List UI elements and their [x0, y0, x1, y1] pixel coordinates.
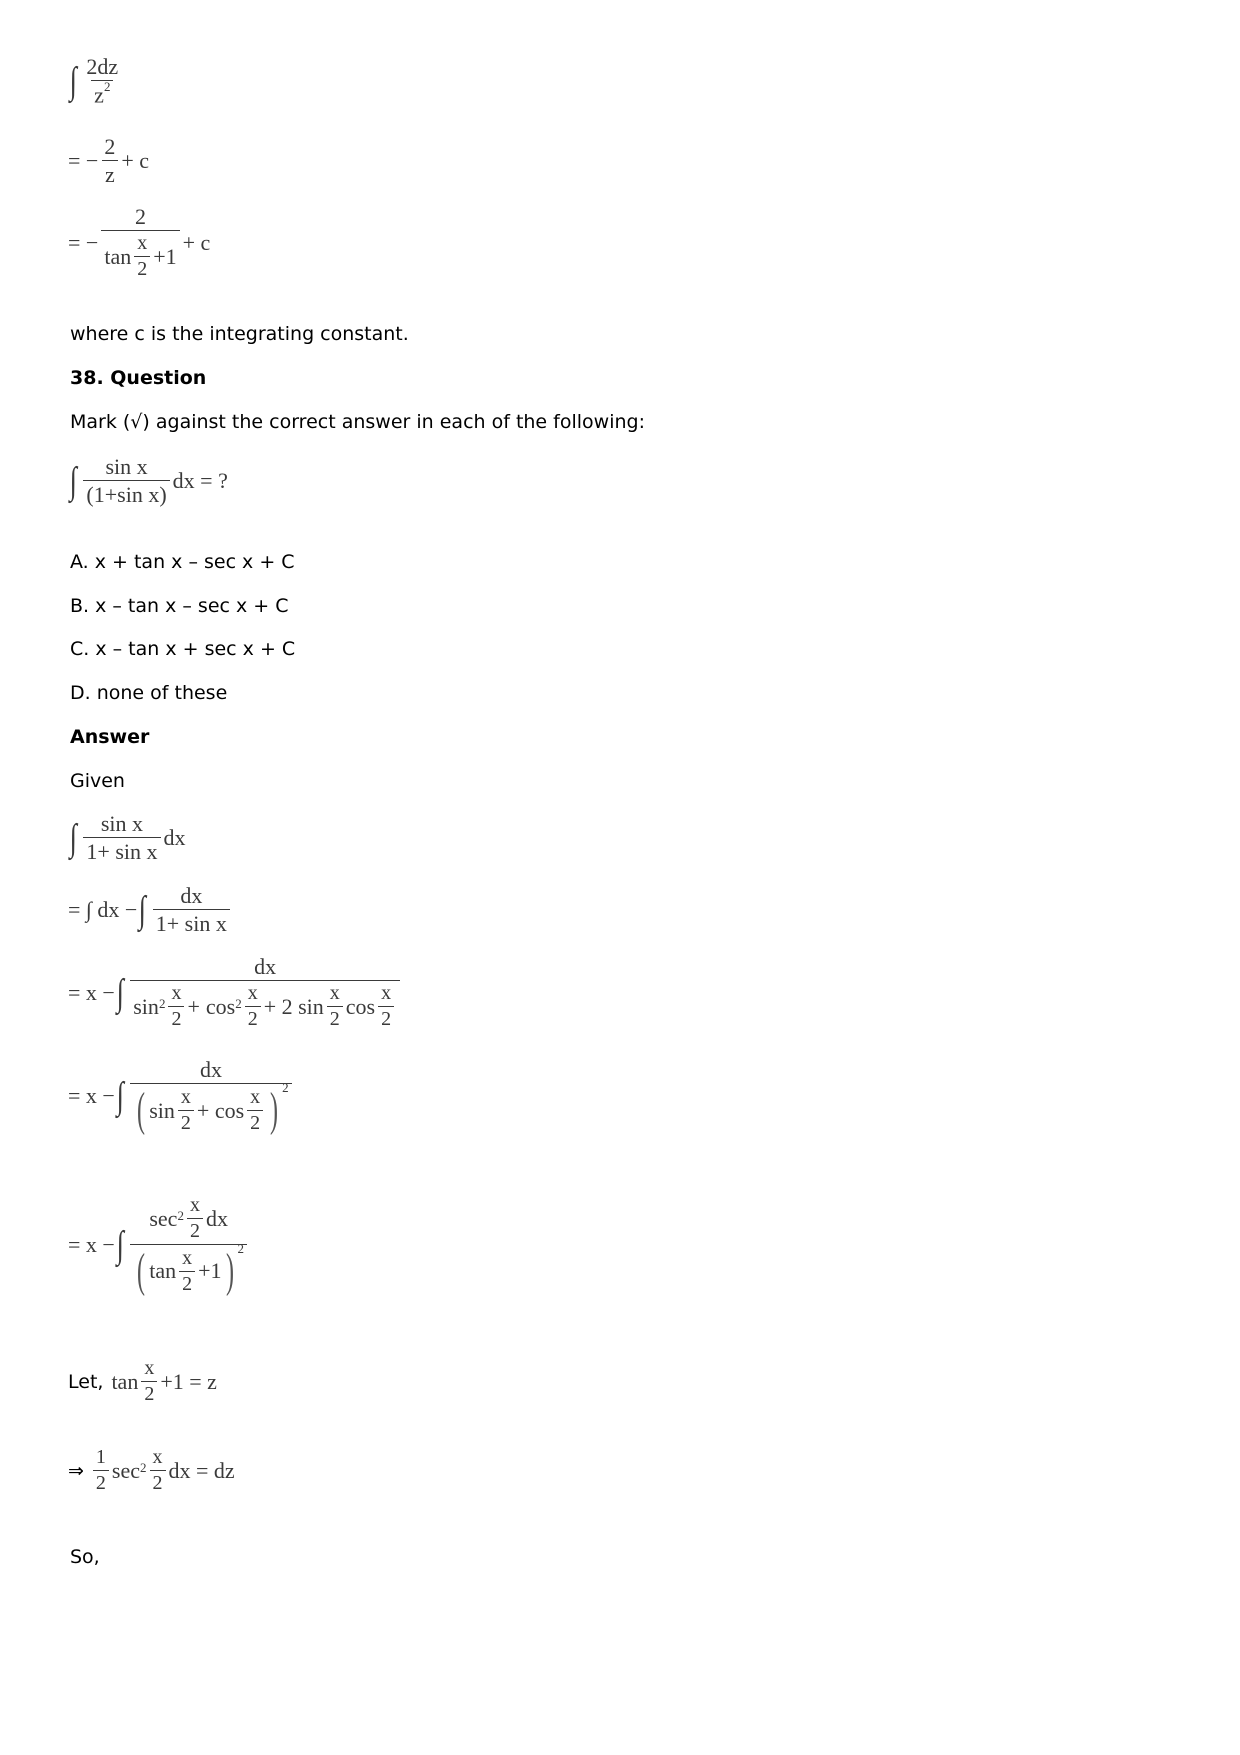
instruction-text: Mark (√) against the correct answer in each of the following:: [70, 411, 645, 433]
fraction: dx sin 2 $\frac{x}{2}$ + cos 2 $\frac{x}{2}$ + 2 sin $\frac{x}{2}$ cos $\frac{x}{2}$: [130, 955, 400, 1030]
substitution-differential: ⇒ $\frac{1}{2}$ sec 2 $\frac{x}{2}$ dx = dz: [68, 1446, 235, 1494]
fraction: $\frac{dx}{\text{1+ sin x}}$: [153, 884, 230, 935]
constant-note: where c is the integrating constant.: [70, 323, 409, 345]
option-c[interactable]: C. x – tan x + sec x + C: [70, 638, 296, 660]
integral-sign: ∫: [116, 1075, 124, 1118]
integral-sign: ∫: [138, 888, 147, 931]
option-a[interactable]: A. x + tan x – sec x + C: [70, 551, 295, 573]
answer-heading: Answer: [70, 726, 150, 748]
question-integral: ∫ $\frac{\text{sin x}}{\text{(1+sin x)}}$ dx = ?: [69, 454, 228, 508]
integral-sign: ∫: [69, 59, 77, 102]
integral-sign: ∫: [116, 971, 124, 1014]
step-perfect-square: = x − ∫ dx ( sin $\frac{x}{2}$ + cos $\frac{x}{2}$ ) 2: [68, 1058, 295, 1134]
integral-sign: ∫: [116, 1224, 124, 1266]
step-given-integral: ∫ $\frac{\text{sin x}}{\text{1+ sin x}}$ dx: [69, 811, 186, 865]
question-heading: 38. Question: [70, 367, 207, 389]
fraction: $\frac{\text{sin x}}{\text{(1+sin x)}}$: [83, 455, 169, 506]
step-sec-squared-form: = x − ∫ sec 2 $\frac{x}{2}$ dx ( tan $\frac{x}{2}$ +1 ) 2: [68, 1195, 250, 1295]
option-d[interactable]: D. none of these: [70, 682, 228, 704]
so-label: So,: [70, 1546, 100, 1568]
fraction: $\frac{2}{z}$: [101, 135, 118, 186]
step-half-angle-expansion: = x − ∫ dx sin 2 $\frac{x}{2}$ + cos 2 $\frac{x}{2}$ + 2 sin $\frac{x}{2}$ cos $\frac{x}{2}$: [68, 955, 403, 1030]
fraction: dx ( sin $\frac{x}{2}$ + cos $\frac{x}{2}$ ) 2: [130, 1058, 291, 1134]
integral-sign: ∫: [69, 816, 77, 859]
fraction: $\frac{\text{sin x}}{\text{1+ sin x}}$: [83, 812, 160, 863]
step-minus-2-over-tan: = − 2 tan $\frac{x}{2}$ +1 + c: [68, 204, 211, 281]
step-minus-2-over-z: = − $\frac{2}{z}$ + c: [68, 134, 149, 188]
integral-sign: ∫: [69, 459, 77, 502]
step-split-integral: = ∫ dx − ∫ $\frac{dx}{\text{1+ sin x}}$: [68, 884, 233, 935]
fraction: 2 tan $\frac{x}{2}$ +1: [101, 205, 179, 280]
given-label: Given: [70, 770, 125, 792]
fraction: sec 2 $\frac{x}{2}$ dx ( tan $\frac{x}{2}$ +1 ) 2: [130, 1195, 247, 1295]
fraction: $\frac{2dz}{z^2}$: [86, 54, 119, 108]
option-b[interactable]: B. x – tan x – sec x + C: [70, 595, 289, 617]
substitution-let: Let, tan $\frac{x}{2}$ +1 = z: [68, 1357, 217, 1405]
integral-2dz-over-z-squared: [68, 55, 124, 107]
